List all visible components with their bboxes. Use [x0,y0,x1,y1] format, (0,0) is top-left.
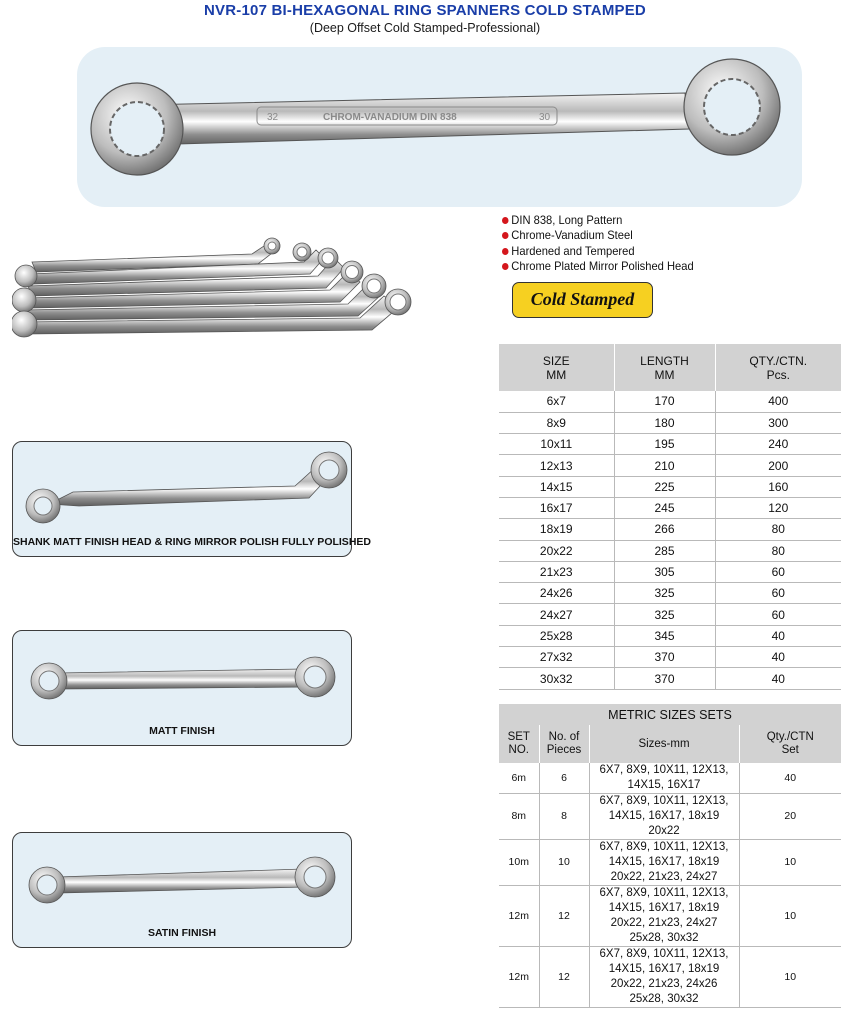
table-row [499,476,841,497]
stamp-size-left: 32 [267,112,279,123]
qty-cell: 60 [715,604,841,625]
qty-cell: 40 [715,647,841,668]
pieces-cell: 6 [539,763,589,794]
sizes-cell: 6X7, 8X9, 10X11, 12X13, 14X15, 16X17, 18x19 20x22 [589,794,739,840]
table-row [499,455,841,476]
table-row [499,794,841,840]
qty-set-header: Qty./CTN Set [739,725,841,763]
qty-cell: 40 [715,668,841,689]
finish-caption: SATIN FINISH [147,927,217,939]
size-cell: 8x9 [499,412,614,433]
qty-header: QTY./CTN. Pcs. [715,344,841,391]
length-header: LENGTH MM [614,344,715,391]
table-row [499,668,841,689]
sizes-cell: 6X7, 8X9, 10X11, 12X13, 14X15, 16X17, 18x19 20x22, 21x23, 24x27 [589,840,739,886]
table-row [499,625,841,646]
size-header: SIZE MM [499,344,614,391]
table-row [499,519,841,540]
sizes-cell: 6X7, 8X9, 10X11, 12X13, 14X15, 16X17, 18x19 20x22, 21x23, 24x26 25x28, 30x32 [589,947,739,1008]
table-row [499,947,841,1008]
qty-cell: 120 [715,497,841,518]
set-no-cell: 6m [499,763,539,794]
qty-cell: 200 [715,455,841,476]
length-cell: 370 [614,647,715,668]
sizes-cell: 6X7, 8X9, 10X11, 12X13, 14X15, 16X17 [589,763,739,794]
sizes-header: Sizes-mm [589,725,739,763]
spanner-set-illustration [12,232,422,367]
length-cell: 325 [614,604,715,625]
size-cell: 10x11 [499,434,614,455]
table-row [499,434,841,455]
qty-cell: 60 [715,583,841,604]
qty-set-cell: 40 [739,763,841,794]
table-row [499,886,841,947]
qty-cell: 240 [715,434,841,455]
length-cell: 345 [614,625,715,646]
qty-cell: 60 [715,561,841,582]
stamp-text: CHROM-VANADIUM DIN 838 [323,112,457,123]
feature-item: Chrome-Vanadium Steel [502,228,694,243]
table-row [499,583,841,604]
feature-list [502,213,708,274]
set-no-cell: 12m [499,947,539,1008]
size-cell: 21x23 [499,561,614,582]
table-row [499,497,841,518]
feature-item: Hardened and Tempered [502,244,694,259]
size-cell: 6x7 [499,391,614,412]
qty-cell: 400 [715,391,841,412]
stamp-size-right: 30 [539,112,551,123]
qty-set-cell: 10 [739,947,841,1008]
size-cell: 24x27 [499,604,614,625]
set-no-cell: 10m [499,840,539,886]
length-cell: 210 [614,455,715,476]
finish-caption: SHANK MATT FINISH HEAD & RING MIRROR POLISH FULLY POLISHED [13,536,371,548]
size-cell: 30x32 [499,668,614,689]
length-cell: 225 [614,476,715,497]
pieces-cell: 10 [539,840,589,886]
qty-cell: 80 [715,540,841,561]
hero-image-panel [77,47,802,207]
table-row [499,412,841,433]
table-row [499,840,841,886]
length-cell: 266 [614,519,715,540]
length-cell: 325 [614,583,715,604]
finish-panel-matt [12,630,352,746]
size-cell: 20x22 [499,540,614,561]
size-table [499,344,841,690]
length-cell: 245 [614,497,715,518]
table-row [499,561,841,582]
ring-spanner-illustration [77,47,802,207]
finish-panel-satin [12,832,352,948]
length-cell: 370 [614,668,715,689]
size-cell: 16x17 [499,497,614,518]
table-row [499,647,841,668]
qty-cell: 160 [715,476,841,497]
cold-stamped-badge: Cold Stamped [512,282,653,318]
length-cell: 305 [614,561,715,582]
length-cell: 170 [614,391,715,412]
table-row [499,391,841,412]
offset-spanner-illustration [13,442,353,532]
feature-item: DIN 838, Long Pattern [502,213,694,228]
metric-sets-table [499,704,841,1008]
sets-table-caption: METRIC SIZES SETS [499,704,841,725]
finish-caption: MATT FINISH [149,725,215,737]
size-cell: 24x26 [499,583,614,604]
table-row [499,604,841,625]
length-cell: 180 [614,412,715,433]
set-no-cell: 12m [499,886,539,947]
size-cell: 18x19 [499,519,614,540]
sizes-cell: 6X7, 8X9, 10X11, 12X13, 14X15, 16X17, 18x19 20x22, 21x23, 24x27 25x28, 30x32 [589,886,739,947]
set-no-cell: 8m [499,794,539,840]
page-subtitle: (Deep Offset Cold Stamped-Professional) [309,21,541,35]
length-cell: 195 [614,434,715,455]
size-cell: 14x15 [499,476,614,497]
qty-set-cell: 20 [739,794,841,840]
table-row [499,540,841,561]
qty-set-cell: 10 [739,840,841,886]
page-title: NVR-107 BI-HEXAGONAL RING SPANNERS COLD STAMPED [204,2,646,19]
set-no-header: SET NO. [499,725,539,763]
qty-cell: 80 [715,519,841,540]
table-row [499,763,841,794]
size-cell: 27x32 [499,647,614,668]
finish-panel-polished [12,441,371,557]
ring-spanner-matt-illustration [13,631,353,721]
pieces-cell: 12 [539,947,589,1008]
length-cell: 285 [614,540,715,561]
size-cell: 12x13 [499,455,614,476]
qty-set-cell: 10 [739,886,841,947]
pieces-cell: 8 [539,794,589,840]
qty-cell: 40 [715,625,841,646]
feature-item: Chrome Plated Mirror Polished Head [502,259,694,274]
qty-cell: 300 [715,412,841,433]
pieces-header: No. of Pieces [539,725,589,763]
ring-spanner-satin-illustration [13,833,353,923]
pieces-cell: 12 [539,886,589,947]
size-cell: 25x28 [499,625,614,646]
